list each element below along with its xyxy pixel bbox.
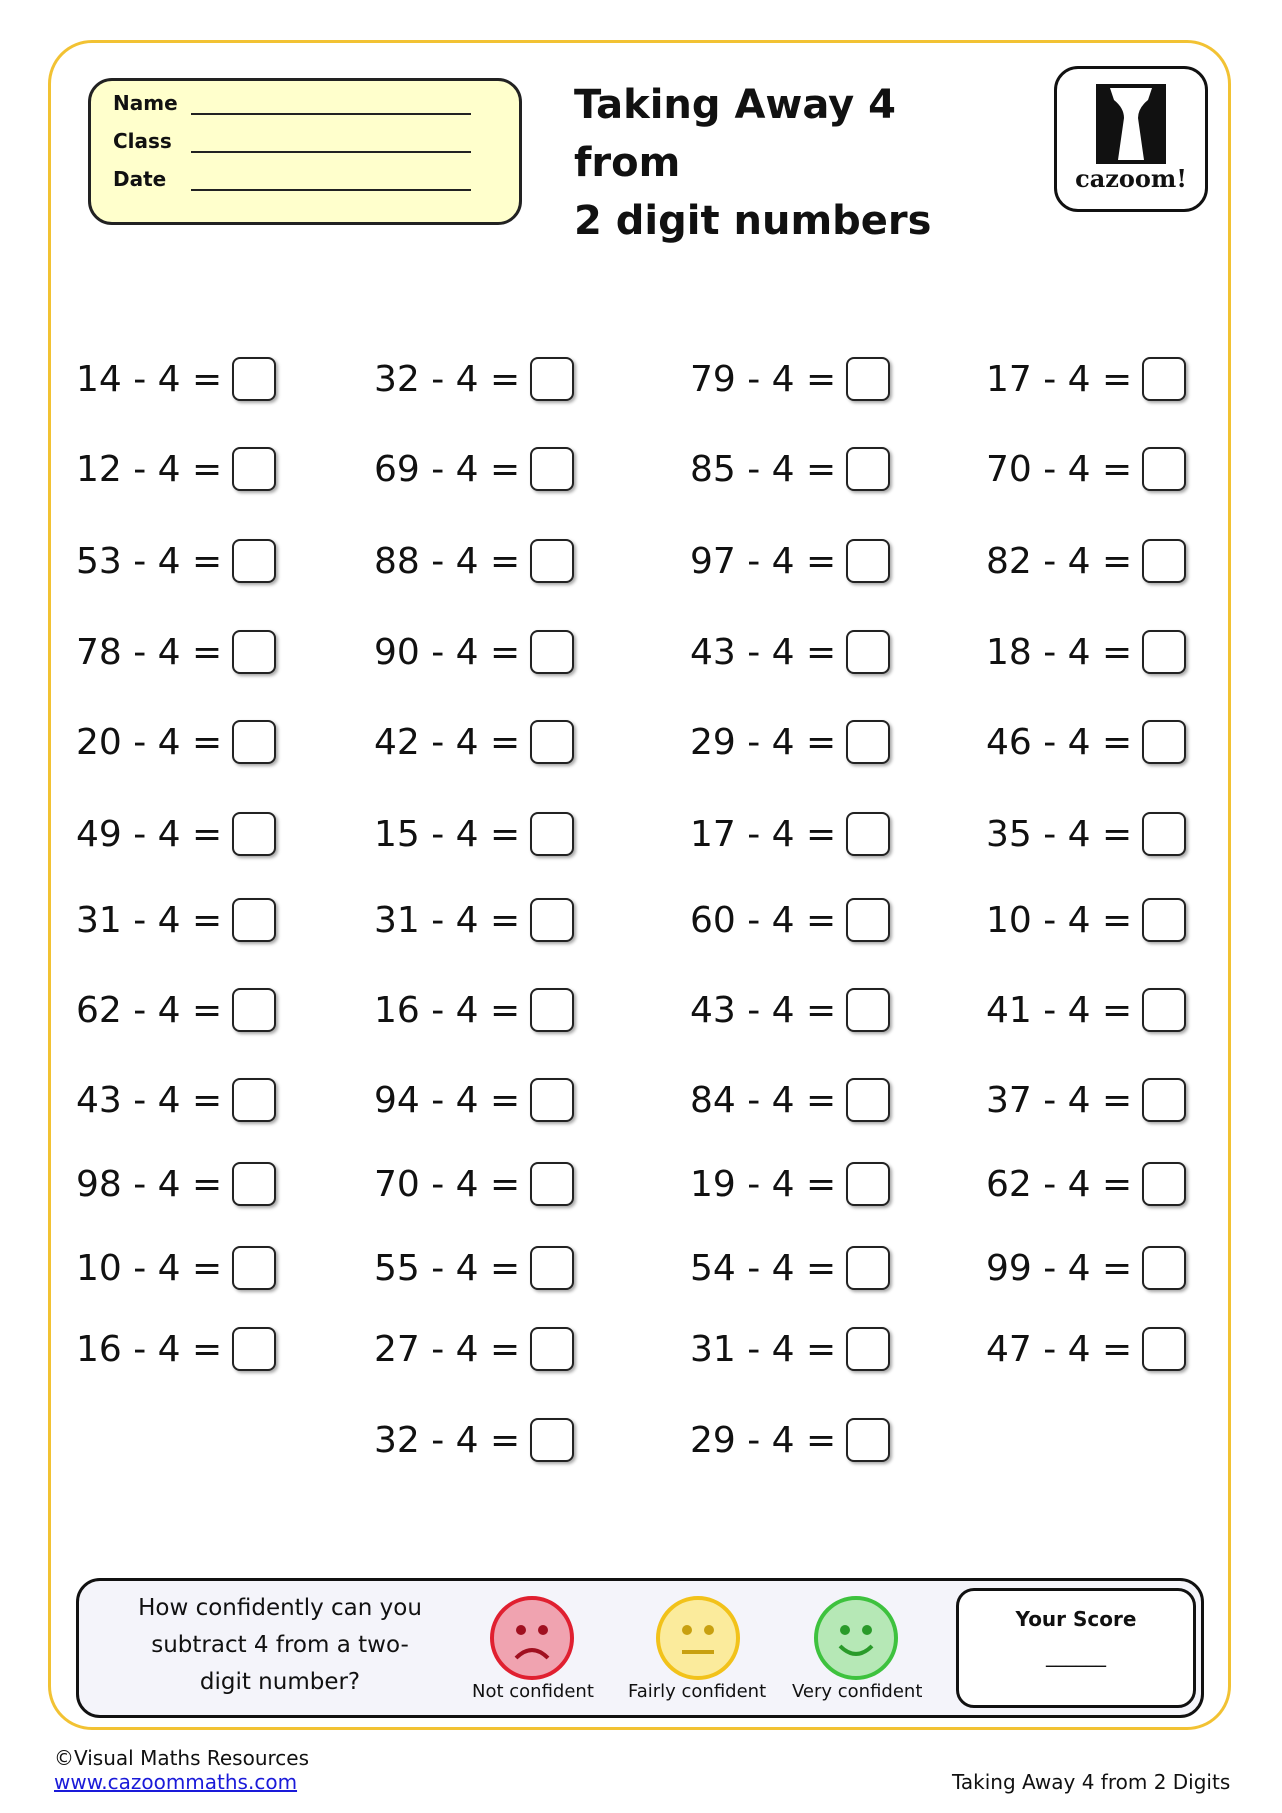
answer-box[interactable]: [530, 1162, 574, 1206]
name-label: Name: [113, 91, 178, 115]
answer-box[interactable]: [846, 812, 890, 856]
answer-box[interactable]: [1142, 898, 1186, 942]
answer-box[interactable]: [846, 1078, 890, 1122]
answer-box[interactable]: [232, 357, 276, 401]
answer-box[interactable]: [530, 1078, 574, 1122]
answer-box[interactable]: [846, 357, 890, 401]
problem-expression: 43 - 4 =: [690, 632, 837, 673]
answer-box[interactable]: [846, 539, 890, 583]
problem-expression: 62 - 4 =: [76, 990, 223, 1031]
problem-expression: 31 - 4 =: [76, 900, 223, 941]
problem-expression: 16 - 4 =: [374, 990, 521, 1031]
answer-box[interactable]: [1142, 1078, 1186, 1122]
score-title: Your Score: [1015, 1607, 1137, 1631]
problem-expression: 14 - 4 =: [76, 359, 223, 400]
class-field[interactable]: [191, 129, 471, 153]
happy-face-icon[interactable]: [814, 1596, 898, 1680]
answer-box[interactable]: [1142, 988, 1186, 1032]
page-frame: [48, 40, 1231, 1730]
problem-expression: 98 - 4 =: [76, 1164, 223, 1205]
score-box: [956, 1588, 1196, 1708]
problem-expression: 69 - 4 =: [374, 449, 521, 490]
date-row: [113, 167, 471, 191]
title-line-2: 2 digit numbers: [574, 198, 932, 244]
name-field[interactable]: [191, 91, 471, 115]
problem-expression: 94 - 4 =: [374, 1080, 521, 1121]
fairly-confident-label: Fairly confident: [628, 1681, 767, 1702]
name-row: [113, 91, 471, 115]
website-link[interactable]: www.cazoommaths.com: [54, 1770, 298, 1794]
problem-expression: 43 - 4 =: [76, 1080, 223, 1121]
class-row: [113, 129, 471, 153]
problem-expression: 85 - 4 =: [690, 449, 837, 490]
answer-box[interactable]: [232, 447, 276, 491]
answer-box[interactable]: [846, 1418, 890, 1462]
cazoom-logo: [1054, 66, 1208, 212]
problem-expression: 60 - 4 =: [690, 900, 837, 941]
answer-box[interactable]: [232, 812, 276, 856]
answer-box[interactable]: [846, 1246, 890, 1290]
answer-box[interactable]: [846, 898, 890, 942]
footer-page-title: Taking Away 4 from 2 Digits: [952, 1770, 1231, 1794]
answer-box[interactable]: [530, 447, 574, 491]
answer-box[interactable]: [1142, 539, 1186, 583]
problem-expression: 97 - 4 =: [690, 541, 837, 582]
problem-expression: 70 - 4 =: [374, 1164, 521, 1205]
answer-box[interactable]: [846, 1327, 890, 1371]
worksheet-title: [574, 76, 994, 250]
title-line-1: Taking Away 4 from: [574, 82, 896, 186]
problem-expression: 37 - 4 =: [986, 1080, 1133, 1121]
problem-expression: 35 - 4 =: [986, 814, 1133, 855]
answer-box[interactable]: [232, 898, 276, 942]
answer-box[interactable]: [232, 630, 276, 674]
problem-expression: 17 - 4 =: [986, 359, 1133, 400]
copyright-text: ©Visual Maths Resources: [54, 1746, 310, 1770]
answer-box[interactable]: [530, 1246, 574, 1290]
problem-expression: 16 - 4 =: [76, 1329, 223, 1370]
date-label: Date: [113, 167, 167, 191]
answer-box[interactable]: [232, 539, 276, 583]
problem-expression: 90 - 4 =: [374, 632, 521, 673]
confidence-question: How confidently can you subtract 4 from a two-digit number?: [138, 1595, 422, 1695]
problem-expression: 53 - 4 =: [76, 541, 223, 582]
answer-box[interactable]: [530, 898, 574, 942]
class-label: Class: [113, 129, 172, 153]
problem-expression: 84 - 4 =: [690, 1080, 837, 1121]
not-confident-label: Not confident: [472, 1681, 594, 1702]
answer-box[interactable]: [232, 1327, 276, 1371]
problem-expression: 32 - 4 =: [374, 1420, 521, 1461]
answer-box[interactable]: [846, 1162, 890, 1206]
answer-box[interactable]: [846, 630, 890, 674]
problem-expression: 99 - 4 =: [986, 1248, 1133, 1289]
problem-expression: 27 - 4 =: [374, 1329, 521, 1370]
answer-box[interactable]: [1142, 447, 1186, 491]
problem-expression: 32 - 4 =: [374, 359, 521, 400]
answer-box[interactable]: [232, 1246, 276, 1290]
problem-expression: 43 - 4 =: [690, 990, 837, 1031]
problem-expression: 15 - 4 =: [374, 814, 521, 855]
problem-expression: 55 - 4 =: [374, 1248, 521, 1289]
student-info-box: [88, 78, 522, 225]
answer-box[interactable]: [530, 357, 574, 401]
date-field[interactable]: [191, 167, 471, 191]
logo-text: cazoom!: [1075, 164, 1187, 193]
problem-expression: 42 - 4 =: [374, 722, 521, 763]
answer-box[interactable]: [530, 812, 574, 856]
problem-expression: 18 - 4 =: [986, 632, 1133, 673]
problem-expression: 49 - 4 =: [76, 814, 223, 855]
answer-box[interactable]: [530, 988, 574, 1032]
answer-box[interactable]: [1142, 720, 1186, 764]
problem-expression: 88 - 4 =: [374, 541, 521, 582]
problem-expression: 31 - 4 =: [690, 1329, 837, 1370]
problem-expression: 29 - 4 =: [690, 722, 837, 763]
answer-box[interactable]: [530, 630, 574, 674]
answer-box[interactable]: [1142, 630, 1186, 674]
problem-expression: 70 - 4 =: [986, 449, 1133, 490]
answer-box[interactable]: [1142, 812, 1186, 856]
answer-box[interactable]: [1142, 357, 1186, 401]
score-blank[interactable]: ______: [1046, 1643, 1106, 1667]
answer-box[interactable]: [1142, 1327, 1186, 1371]
answer-box[interactable]: [846, 447, 890, 491]
problem-expression: 41 - 4 =: [986, 990, 1133, 1031]
answer-box[interactable]: [530, 539, 574, 583]
answer-box[interactable]: [232, 1162, 276, 1206]
problem-expression: 31 - 4 =: [374, 900, 521, 941]
answer-box[interactable]: [232, 988, 276, 1032]
problem-expression: 62 - 4 =: [986, 1164, 1133, 1205]
answer-box[interactable]: [530, 1418, 574, 1462]
answer-box[interactable]: [530, 1327, 574, 1371]
problem-expression: 78 - 4 =: [76, 632, 223, 673]
answer-box[interactable]: [232, 720, 276, 764]
answer-box[interactable]: [530, 720, 574, 764]
problem-expression: 12 - 4 =: [76, 449, 223, 490]
problem-expression: 10 - 4 =: [986, 900, 1133, 941]
answer-box[interactable]: [1142, 1162, 1186, 1206]
answer-box[interactable]: [1142, 1246, 1186, 1290]
sad-face-icon[interactable]: [490, 1596, 574, 1680]
neutral-face-icon[interactable]: [656, 1596, 740, 1680]
problem-expression: 54 - 4 =: [690, 1248, 837, 1289]
problem-expression: 19 - 4 =: [690, 1164, 837, 1205]
problem-expression: 82 - 4 =: [986, 541, 1133, 582]
answer-box[interactable]: [846, 988, 890, 1032]
problem-expression: 20 - 4 =: [76, 722, 223, 763]
answer-box[interactable]: [232, 1078, 276, 1122]
problem-expression: 29 - 4 =: [690, 1420, 837, 1461]
answer-box[interactable]: [846, 720, 890, 764]
problem-expression: 47 - 4 =: [986, 1329, 1133, 1370]
website-link-wrap: [54, 1770, 297, 1794]
very-confident-label: Very confident: [792, 1681, 923, 1702]
problem-expression: 17 - 4 =: [690, 814, 837, 855]
problem-expression: 79 - 4 =: [690, 359, 837, 400]
problem-expression: 46 - 4 =: [986, 722, 1133, 763]
problem-expression: 10 - 4 =: [76, 1248, 223, 1289]
